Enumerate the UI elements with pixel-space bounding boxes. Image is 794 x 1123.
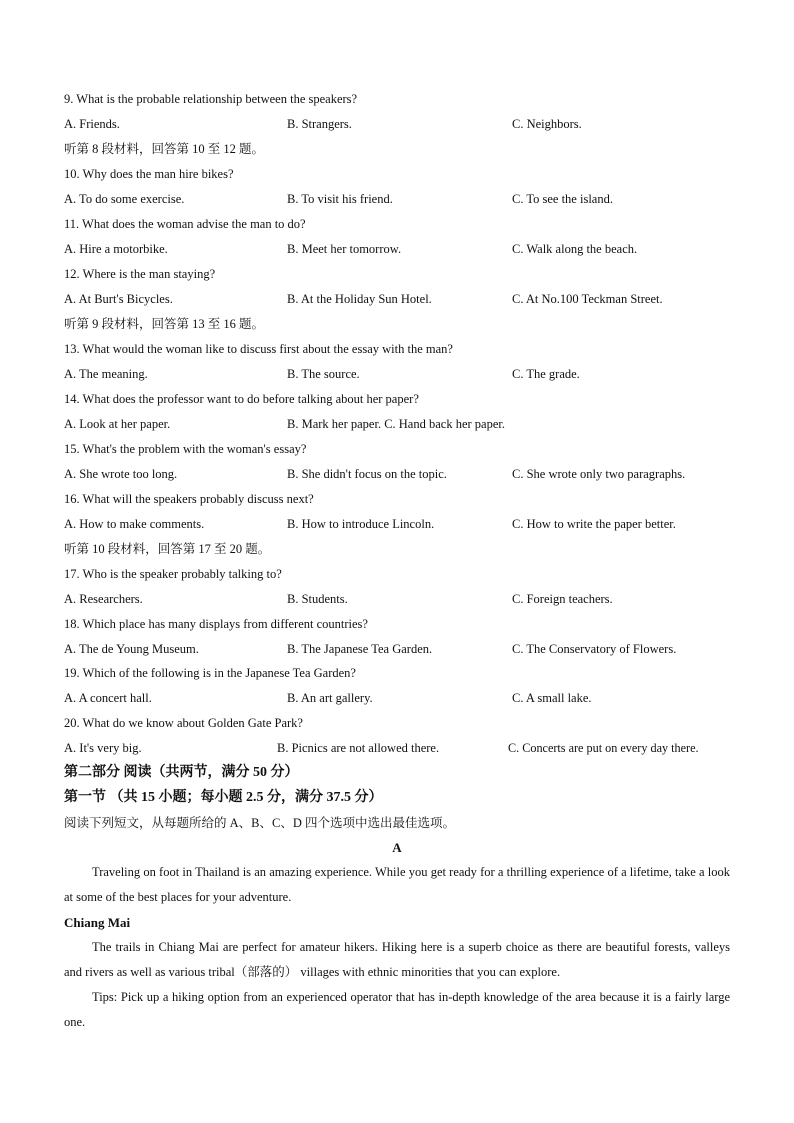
q17-option-c: C. Foreign teachers. <box>512 592 613 606</box>
instruction-material-8: 听第 8 段材料，回答第 10 至 12 题。 <box>64 142 265 156</box>
question-16: 16. What will the speakers probably discuss next? <box>64 492 314 506</box>
q19-option-b: B. An art gallery. <box>287 691 373 705</box>
q13-option-b: B. The source. <box>287 367 360 381</box>
question-15: 15. What's the problem with the woman's essay? <box>64 442 307 456</box>
q16-option-a: A. How to make comments. <box>64 517 205 531</box>
reading-directions: 阅读下列短文，从每题所给的 A、B、C、D 四个选项中选出最佳选项。 <box>64 816 455 830</box>
q10-option-c: C. To see the island. <box>512 192 613 206</box>
question-12: 12. Where is the man staying? <box>64 267 216 281</box>
q16-option-c: C. How to write the paper better. <box>512 517 676 531</box>
chiang-mai-paragraph: The trails in Chiang Mai are perfect for amateur hikers. Hiking here is a superb choice as there are beautiful forests, valleys and rivers as well as various tribal（部落的） villages with ethnic minorities that you can explore. <box>64 940 730 979</box>
q12-option-c: C. At No.100 Teckman Street. <box>512 292 663 306</box>
question-20: 20. What do we know about Golden Gate Park? <box>64 716 303 730</box>
q9-option-a: A. Friends. <box>64 117 120 131</box>
question-18: 18. Which place has many displays from different countries? <box>64 617 368 631</box>
q20-option-c: C. Concerts are put on every day there. <box>508 741 699 755</box>
chiang-mai-tips: Tips: Pick up a hiking option from an experienced operator that has in-depth knowledge of the area because it is a fairly large one. <box>64 990 730 1029</box>
q10-option-a: A. To do some exercise. <box>64 192 185 206</box>
question-9: 9. What is the probable relationship between the speakers? <box>64 92 358 106</box>
passage-intro: Traveling on foot in Thailand is an amazing experience. While you get ready for a thrilling experience of a lifetime, take a look at some of the best places for your adventure. <box>64 865 730 904</box>
q18-option-b: B. The Japanese Tea Garden. <box>287 642 433 656</box>
passage-label: A <box>392 840 402 855</box>
place-heading-chiang-mai: Chiang Mai <box>64 915 131 930</box>
question-11: 11. What does the woman advise the man to do? <box>64 217 306 231</box>
q15-option-b: B. She didn't focus on the topic. <box>287 467 447 481</box>
q18-option-a: A. The de Young Museum. <box>64 642 199 656</box>
q14-option-a: A. Look at her paper. <box>64 417 171 431</box>
q9-option-b: B. Strangers. <box>287 117 352 131</box>
q16-option-b: B. How to introduce Lincoln. <box>287 517 435 531</box>
q11-option-c: C. Walk along the beach. <box>512 242 638 256</box>
q17-option-a: A. Researchers. <box>64 592 143 606</box>
section1-title: 第一节 （共 15 小题；每小题 2.5 分，满分 37.5 分） <box>64 790 383 805</box>
q19-option-a: A. A concert hall. <box>64 691 152 705</box>
q12-option-b: B. At the Holiday Sun Hotel. <box>287 292 432 306</box>
q9-option-c: C. Neighbors. <box>512 117 582 131</box>
q13-option-a: A. The meaning. <box>64 367 148 381</box>
q20-option-a: A. It's very big. <box>64 741 142 755</box>
question-10: 10. Why does the man hire bikes? <box>64 167 234 181</box>
question-13: 13. What would the woman like to discuss first about the essay with the man? <box>64 342 453 356</box>
q10-option-b: B. To visit his friend. <box>287 192 393 206</box>
q14-option-b-c: B. Mark her paper. C. Hand back her paper. <box>287 417 505 431</box>
q12-option-a: A. At Burt's Bicycles. <box>64 292 173 306</box>
question-17: 17. Who is the speaker probably talking to? <box>64 567 282 581</box>
q15-option-a: A. She wrote too long. <box>64 467 178 481</box>
q18-option-c: C. The Conservatory of Flowers. <box>512 642 677 656</box>
q20-option-b: B. Picnics are not allowed there. <box>277 741 440 755</box>
instruction-material-10: 听第 10 段材料，回答第 17 至 20 题。 <box>64 542 271 556</box>
q15-option-c: C. She wrote only two paragraphs. <box>512 467 686 481</box>
question-14: 14. What does the professor want to do before talking about her paper? <box>64 392 419 406</box>
q17-option-b: B. Students. <box>287 592 348 606</box>
instruction-material-9: 听第 9 段材料，回答第 13 至 16 题。 <box>64 317 265 331</box>
question-19: 19. Which of the following is in the Japanese Tea Garden? <box>64 666 356 680</box>
q11-option-b: B. Meet her tomorrow. <box>287 242 402 256</box>
q13-option-c: C. The grade. <box>512 367 580 381</box>
part2-title: 第二部分 阅读（共两节，满分 50 分） <box>64 765 299 780</box>
q19-option-c: C. A small lake. <box>512 691 592 705</box>
q11-option-a: A. Hire a motorbike. <box>64 242 168 256</box>
